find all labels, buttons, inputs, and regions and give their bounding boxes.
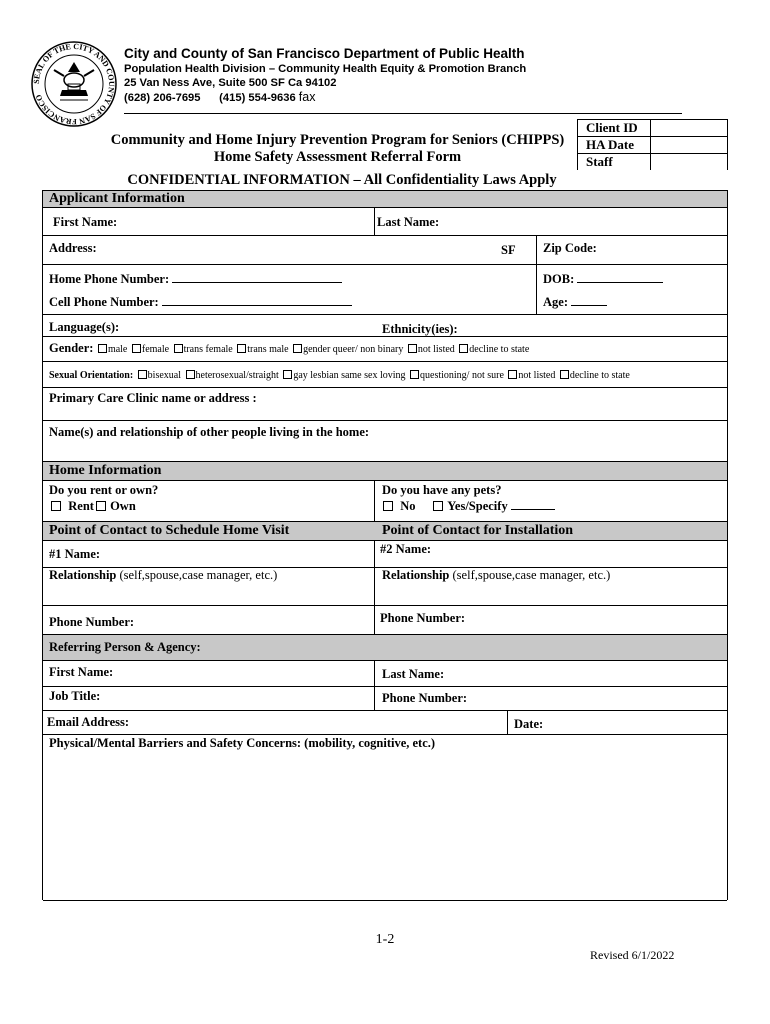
gender-option-label: female (141, 344, 172, 355)
contact-right-header (374, 522, 727, 540)
gender-options (93, 344, 529, 355)
orientation-options (133, 370, 630, 381)
gender-group (49, 341, 529, 356)
email-row (43, 711, 727, 735)
referrer-phone-label: Phone Number: (382, 691, 468, 705)
pets-cell (374, 481, 727, 521)
language-row (43, 315, 727, 337)
svg-text:SEAL OF THE CITY AND COUNTY OF: SEAL OF THE CITY AND COUNTY OF SAN FRANCISCO (31, 41, 117, 127)
barriers-label: Physical/Mental Barriers and Safety Concerns: (mobility, cognitive, etc.) (49, 736, 436, 750)
contact1-relationship-field[interactable] (43, 568, 374, 605)
gender-label: Gender: (49, 341, 94, 355)
rent-checkbox[interactable] (51, 501, 61, 511)
sf-seal-logo (30, 40, 118, 128)
no-label: No (400, 499, 416, 513)
name1-label: #1 Name: (49, 547, 101, 561)
contact2-phone-field[interactable] (374, 606, 727, 634)
staff-label: Staff (578, 154, 651, 171)
home-phone-label (49, 272, 342, 287)
orientation-option-label: heterosexual/straight (195, 370, 282, 381)
email-field[interactable] (43, 711, 507, 734)
phone2-label: Phone Number: (380, 611, 466, 625)
zip-label: Zip Code: (543, 241, 597, 255)
revision-date: Revised 6/1/2022 (590, 948, 675, 962)
section-title: Home Information (49, 463, 162, 478)
relationship-text: Relationship (382, 568, 450, 582)
contact2-name-field[interactable] (374, 541, 727, 567)
letterhead (124, 46, 526, 105)
contact1-phone-field[interactable] (43, 606, 374, 634)
own-label: Own (110, 499, 136, 513)
pets-question: Do you have any pets? (382, 483, 502, 497)
form-subtitle: Home Safety Assessment Referral Form (213, 149, 462, 165)
referrer-name-row (43, 661, 727, 687)
relationship2-label (382, 568, 610, 583)
gender-option-label: trans female (183, 344, 236, 355)
orientation-row (43, 362, 727, 388)
last-name-label: Last Name: (377, 215, 440, 229)
no-pets-checkbox[interactable] (383, 501, 393, 511)
first-name-label: First Name: (53, 215, 118, 229)
contact-name-row (43, 541, 727, 568)
home-section-header (43, 462, 727, 481)
client-id-field[interactable] (651, 120, 728, 137)
yes-label: Yes/Specify (447, 499, 508, 513)
address-row (43, 236, 727, 265)
clinic-label: Primary Care Clinic name or address : (49, 391, 257, 405)
orientation-option-label: gay lesbian same sex loving (293, 370, 409, 381)
orientation-group (49, 367, 630, 382)
name2-label: #2 Name: (380, 542, 432, 556)
section-title: Referring Person & Agency: (49, 640, 201, 654)
office-use-box (577, 119, 728, 170)
referrer-job-row (43, 687, 727, 711)
dob-age-cell (536, 265, 727, 314)
gender-option-label: trans male (247, 344, 292, 355)
contact-phone-row (43, 606, 727, 635)
home-row (43, 481, 727, 522)
relationship-hint: (self,spouse,case manager, etc.) (452, 568, 611, 582)
org-contact (124, 90, 526, 105)
rent-own-cell (43, 481, 374, 521)
gender-checkbox-6[interactable] (459, 344, 468, 353)
orientation-checkbox-4[interactable] (508, 370, 517, 379)
others-row[interactable] (43, 421, 727, 462)
orientation-checkbox-0[interactable] (138, 370, 147, 379)
relationship1-label (49, 568, 277, 583)
address-label: Address: (49, 241, 97, 255)
header-divider (124, 113, 682, 114)
ha-date-label: HA Date (578, 137, 651, 154)
section-title: Point of Contact for Installation (382, 523, 574, 538)
dob-input[interactable] (577, 282, 663, 283)
rent-own-question: Do you rent or own? (49, 483, 159, 497)
orientation-checkbox-5[interactable] (560, 370, 569, 379)
rent-label: Rent (68, 499, 94, 513)
gender-option-label: gender queer/ non binary (303, 344, 406, 355)
division-name: Population Health Division – Community Health Equity & Promotion Branch (124, 63, 527, 75)
client-id-label: Client ID (578, 120, 651, 137)
contact2-relationship-field[interactable] (374, 568, 727, 605)
orientation-option-label: decline to state (569, 370, 630, 381)
cell-phone-input[interactable] (162, 305, 352, 306)
age-input[interactable] (571, 305, 607, 306)
contact-relationship-row (43, 568, 727, 606)
gender-row (43, 337, 727, 362)
referral-form (42, 190, 728, 900)
job-title-label: Job Title: (49, 689, 101, 703)
contact1-name-field[interactable] (43, 541, 374, 567)
gender-checkbox-2[interactable] (174, 344, 183, 353)
orientation-option-label: bisexual (147, 370, 184, 381)
sf-label: SF (501, 243, 516, 257)
staff-field[interactable] (651, 154, 728, 171)
phone-row (43, 265, 727, 315)
org-name: City and County of San Francisco Department of Public Health (124, 46, 525, 61)
name-row (43, 208, 727, 236)
cell-phone-text: Cell Phone Number: (49, 295, 159, 309)
orientation-option-label: not listed (518, 370, 558, 381)
relationship-hint: (self,spouse,case manager, etc.) (119, 568, 278, 582)
date-label: Date: (514, 717, 544, 731)
section-title: Point of Contact to Schedule Home Visit (49, 523, 290, 538)
dob-label (543, 272, 663, 287)
ethnicity-label: Ethnicity(ies): (382, 322, 458, 336)
orientation-checkbox-1[interactable] (186, 370, 195, 379)
phone1-label: Phone Number: (49, 615, 135, 629)
orientation-option-label: questioning/ not sure (420, 370, 507, 381)
first-name-field[interactable] (43, 208, 374, 235)
rent-own-options (49, 499, 136, 514)
org-phone: (628) 206-7695 (124, 92, 201, 104)
referrer-first-name-label: First Name: (49, 665, 114, 679)
cell-phone-label (49, 295, 352, 310)
contact-left-header (43, 522, 374, 540)
gender-checkbox-3[interactable] (237, 344, 246, 353)
zip-field[interactable] (536, 236, 727, 264)
email-label: Email Address: (47, 715, 130, 729)
referrer-phone-field[interactable] (374, 687, 727, 710)
program-title: Community and Home Injury Prevention Program for Seniors (CHIPPS) (110, 132, 565, 148)
gender-option-label: not listed (417, 344, 458, 355)
age-text: Age: (543, 295, 568, 309)
yes-pets-checkbox[interactable] (433, 501, 443, 511)
fax-label: fax (298, 90, 316, 104)
referrer-first-name-field[interactable] (43, 661, 374, 686)
orientation-checkbox-3[interactable] (410, 370, 419, 379)
referrer-section-header (43, 635, 727, 661)
pets-specify-input[interactable] (511, 509, 555, 510)
orientation-label: Sexual Orientation: (49, 370, 134, 381)
address-field[interactable] (43, 236, 536, 264)
contact-section-header (43, 522, 727, 541)
phone-cell (43, 265, 536, 314)
gender-checkbox-4[interactable] (293, 344, 302, 353)
dob-text: DOB: (543, 272, 575, 286)
pets-options (381, 499, 555, 514)
language-label: Language(s): (49, 320, 120, 334)
home-phone-text: Home Phone Number: (49, 272, 170, 286)
last-name-field[interactable] (374, 208, 727, 235)
gender-checkbox-1[interactable] (132, 344, 141, 353)
others-label: Name(s) and relationship of other people living in the home: (49, 425, 370, 439)
barriers-row[interactable] (43, 735, 727, 901)
ha-date-field[interactable] (651, 137, 728, 154)
date-field[interactable] (507, 711, 727, 734)
gender-option-label: male (107, 344, 130, 355)
referrer-last-name-field[interactable] (374, 661, 727, 686)
confidential-notice: CONFIDENTIAL INFORMATION – All Confidentiality Laws Apply (127, 172, 557, 188)
gender-checkbox-5[interactable] (408, 344, 417, 353)
job-title-field[interactable] (43, 687, 374, 710)
home-phone-input[interactable] (172, 282, 342, 283)
gender-option-label: decline to state (469, 344, 530, 355)
form-title (70, 132, 605, 166)
clinic-row[interactable] (43, 388, 727, 421)
section-title: Applicant Information (49, 191, 185, 206)
org-address: 25 Van Ness Ave, Suite 500 SF Ca 94102 (124, 77, 337, 89)
relationship-text: Relationship (49, 568, 117, 582)
org-fax: (415) 554-9636 (219, 92, 296, 104)
own-checkbox[interactable] (96, 501, 106, 511)
page-number: 1-2 (375, 932, 395, 947)
age-label (543, 295, 607, 310)
applicant-section-header (43, 191, 727, 208)
orientation-checkbox-2[interactable] (283, 370, 292, 379)
referrer-last-name-label: Last Name: (382, 667, 445, 681)
gender-checkbox-0[interactable] (98, 344, 107, 353)
